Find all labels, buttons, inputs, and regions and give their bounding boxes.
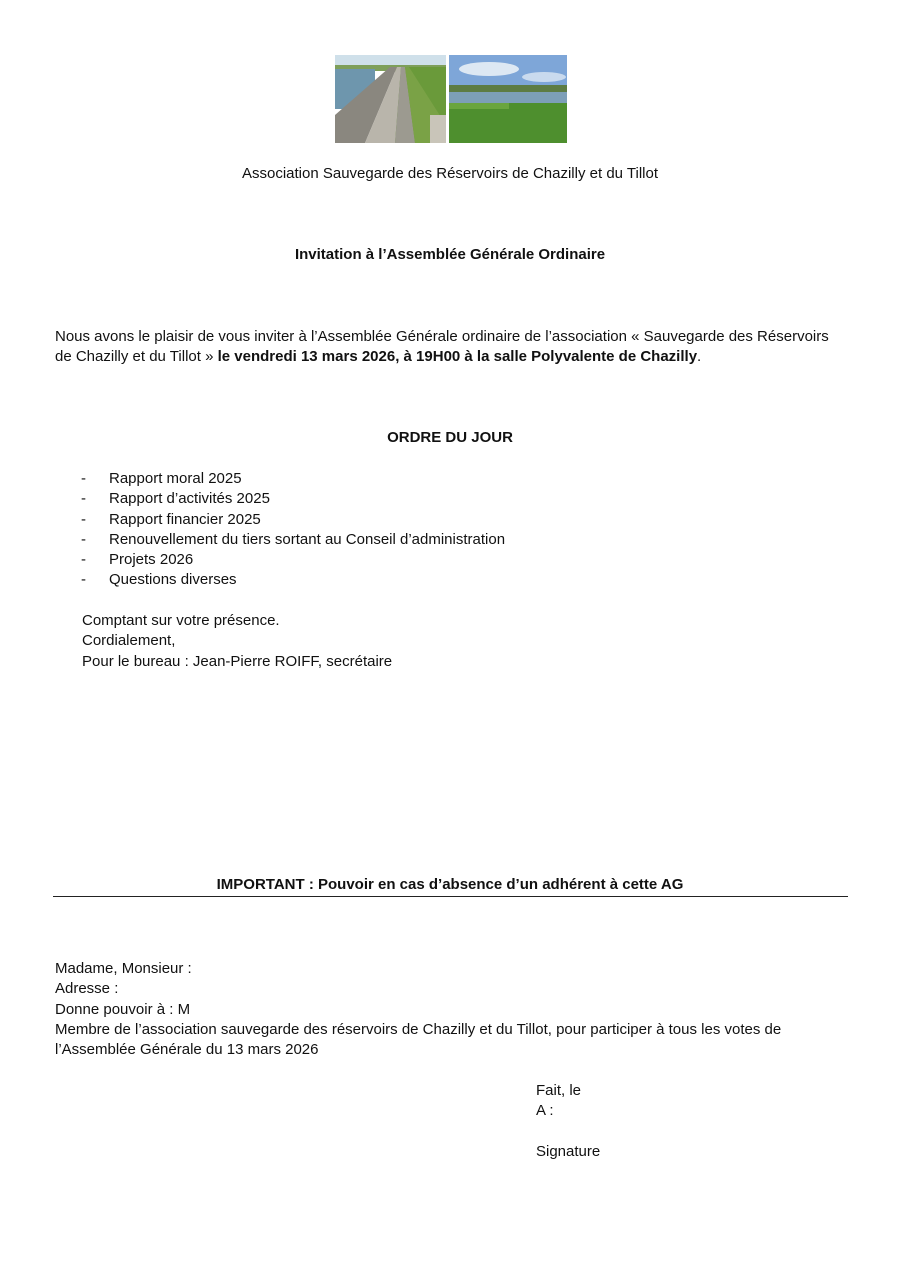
signature-label: Signature xyxy=(536,1142,601,1160)
agenda-item-text: Projets 2026 xyxy=(109,551,194,569)
proxy-power-line: Donne pouvoir à : M xyxy=(55,1000,191,1018)
dam-walkway-photo xyxy=(335,55,446,143)
agenda-item-text: Rapport moral 2025 xyxy=(109,470,242,487)
signature-block xyxy=(536,1081,600,1162)
agenda-item xyxy=(81,469,505,489)
reservoir-field-photo xyxy=(449,55,567,143)
list-dash: - xyxy=(81,470,86,487)
association-name: Association Sauvegarde des Réservoirs de Chazilly et du Tillot xyxy=(241,165,659,182)
list-dash: - xyxy=(81,551,86,569)
agenda-item-text: Rapport d’activités 2025 xyxy=(109,490,270,508)
closing-block xyxy=(82,611,392,672)
agenda-item-text: Rapport financier 2025 xyxy=(109,510,261,528)
done-date-line: Fait, le xyxy=(536,1082,582,1099)
list-dash: - xyxy=(81,571,86,589)
done-place-line: A : xyxy=(536,1102,554,1120)
agenda-item xyxy=(81,570,505,590)
proxy-member-text: Membre de l’association sauvegarde des réservoirs de Chazilly et du Tillot, pour participer à tous les votes de l’Assemblée Générale du 13 mars 2026 xyxy=(55,1021,782,1059)
closing-presence: Comptant sur votre présence. xyxy=(82,612,280,629)
agenda-item-text: Questions diverses xyxy=(109,571,237,589)
agenda-item-text: Renouvellement du tiers sortant au Conseil d’administration xyxy=(109,530,506,548)
reservoir-field-image xyxy=(449,55,567,143)
dam-walkway-image xyxy=(335,55,446,143)
proxy-address-line: Adresse : xyxy=(55,980,119,998)
agenda-item xyxy=(81,489,505,509)
closing-signatory: Pour le bureau : Jean-Pierre ROIFF, secrétaire xyxy=(82,652,393,670)
proxy-name-line: Madame, Monsieur : xyxy=(55,960,192,977)
invitation-date-location: le vendredi 13 mars 2026, à 19H00 à la salle Polyvalente de Chazilly xyxy=(217,348,698,365)
invitation-paragraph xyxy=(55,327,845,367)
closing-regards: Cordialement, xyxy=(82,632,176,650)
list-dash: - xyxy=(81,530,86,548)
proxy-form xyxy=(55,959,192,1020)
agenda-title: ORDRE DU JOUR xyxy=(387,429,513,446)
spacer xyxy=(536,1122,600,1142)
agenda-list xyxy=(81,469,505,591)
proxy-title: IMPORTANT : Pouvoir en cas d’absence d’un adhérent à cette AG xyxy=(216,876,684,893)
invitation-period: . xyxy=(697,348,702,365)
agenda-item xyxy=(81,530,505,550)
agenda-item xyxy=(81,550,505,570)
invitation-title: Invitation à l’Assemblée Générale Ordinaire xyxy=(294,246,606,263)
invitation-intro-text: Nous avons le plaisir de vous inviter à l’Assemblée Générale ordinaire de l’association « Sauvegarde des Réservoirs de Chazilly et du Tillot » xyxy=(55,328,829,365)
agenda-item xyxy=(81,510,505,530)
list-dash: - xyxy=(81,510,86,528)
list-dash: - xyxy=(81,490,86,508)
header-photos xyxy=(335,55,567,143)
section-divider xyxy=(53,896,848,897)
